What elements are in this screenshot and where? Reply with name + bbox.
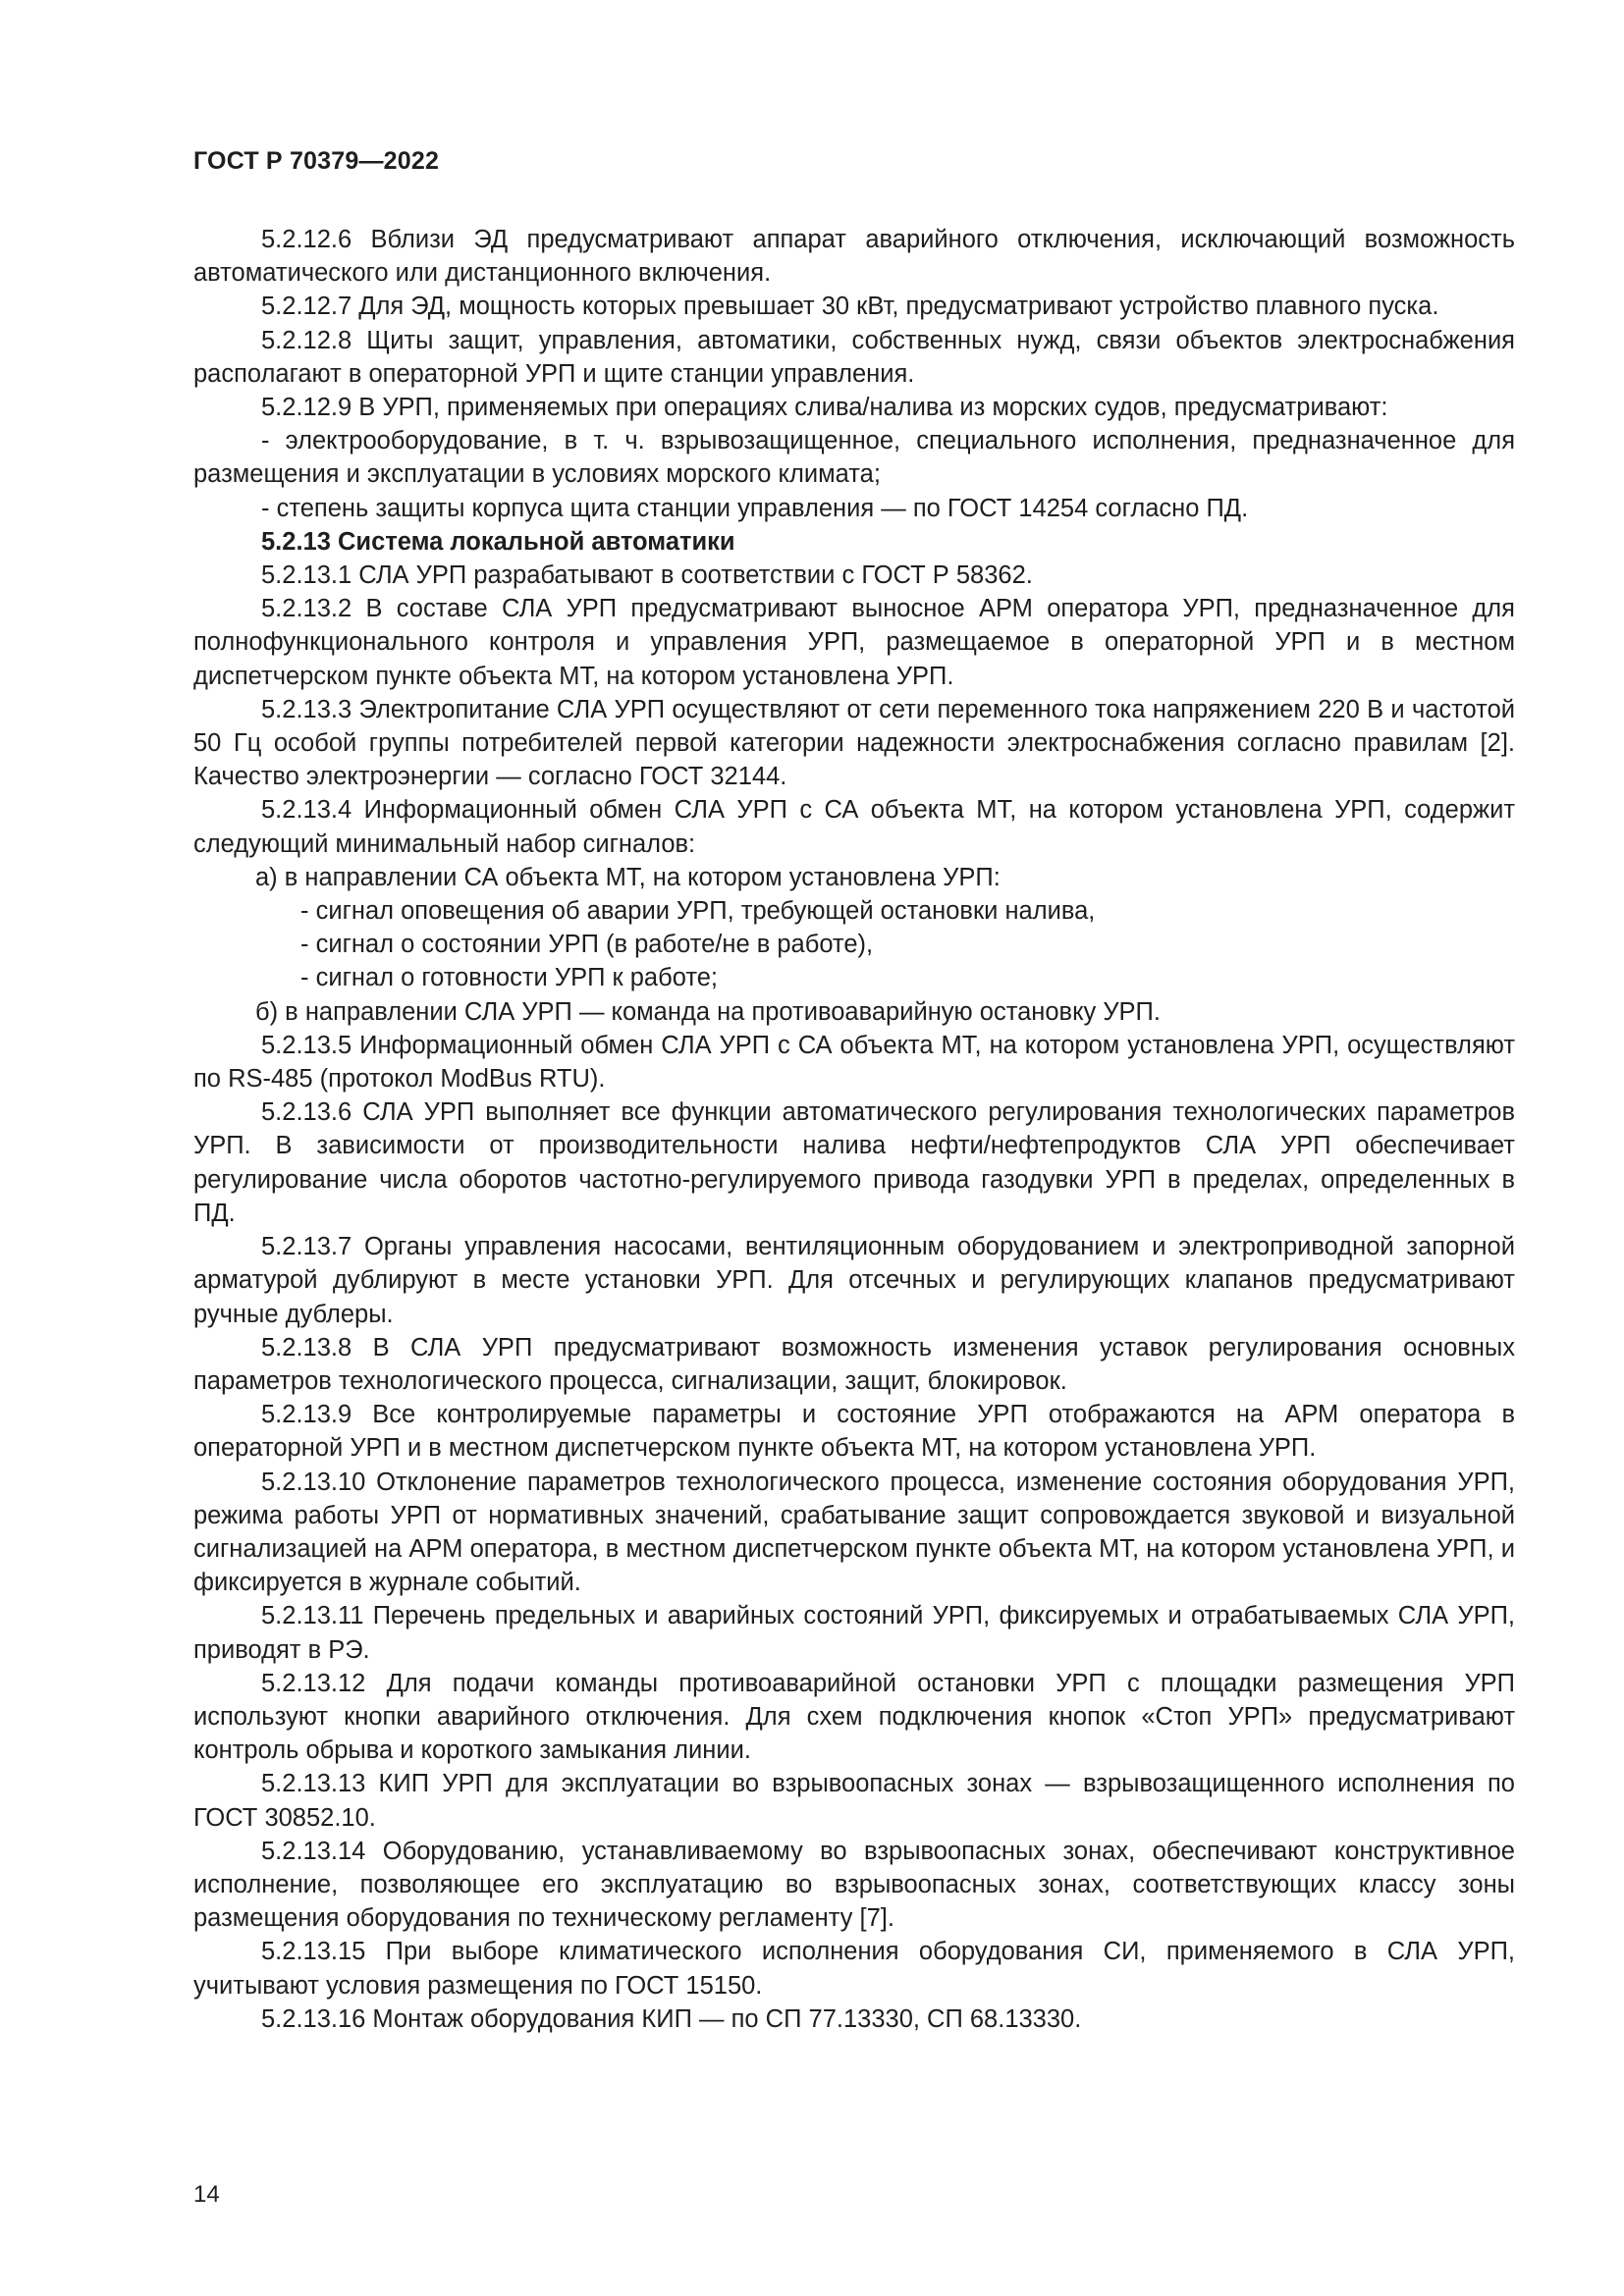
- list-subitem: - сигнал оповещения об аварии УРП, требующей остановки налива,: [300, 897, 1096, 926]
- document-header-title: ГОСТ Р 70379—2022: [193, 147, 440, 175]
- paragraph: 5.2.13.16 Монтаж оборудования КИП — по СП 77.13330, СП 68.13330.: [261, 2004, 1082, 2033]
- paragraph: 5.2.12.9 В УРП, применяемых при операциях слива/налива из морских судов, предусматривают:: [261, 394, 1388, 422]
- list-item: - степень защиты корпуса щита станции управления — по ГОСТ 14254 согласно ПД.: [261, 494, 1249, 522]
- paragraph: 5.2.13.2 В составе СЛА УРП предусматривают выносное АРМ оператора УРП, предназначенное для полнофункционального контроля и управления УРП, размещаемое в операторной УРП и в местном диспетчерском пункте объекта МТ, на котором установлена УРП.: [193, 595, 1515, 690]
- list-item: а) в направлении СА объекта МТ, на котором установлена УРП:: [255, 863, 1001, 891]
- paragraph: 5.2.13.13 КИП УРП для эксплуатации во взрывоопасных зонах — взрывозащищенного исполнения по ГОСТ 30852.10.: [193, 1770, 1515, 1832]
- paragraph: 5.2.13.12 Для подачи команды противоаварийной остановки УРП с площадки размещения УРП используют кнопки аварийного отключения. Для схем подключения кнопок «Стоп УРП» предусматривают контроль обрыва и короткого замыкания линии.: [193, 1669, 1515, 1765]
- paragraph: 5.2.13.10 Отклонение параметров технологического процесса, изменение состояния оборудования УРП, режима работы УРП от нормативных значений, срабатывание защит сопровождается звуковой и визуальной сигнализацией на АРМ оператора, в местном диспетчерском пункте объекта МТ, на котором установлена УРП, и фиксируется в журнале событий.: [193, 1468, 1515, 1597]
- paragraph: 5.2.13.14 Оборудованию, устанавливаемому во взрывоопасных зонах, обеспечивают конструктивное исполнение, позволяющее его эксплуатацию во взрывоопасных зонах, соответствующих классу зоны размещения оборудования по техническому регламенту [7].: [193, 1837, 1515, 1933]
- paragraph: 5.2.13.3 Электропитание СЛА УРП осуществляют от сети переменного тока напряжением 220 В и частотой 50 Гц особой группы потребителей первой категории надежности электроснабжения согласно правилам [2]. Качество электроэнергии — согласно ГОСТ 32144.: [193, 695, 1515, 791]
- paragraph: 5.2.12.7 Для ЭД, мощность которых превышает 30 кВт, предусматривают устройство плавного пуска.: [261, 293, 1439, 321]
- document-body: [193, 223, 1515, 2036]
- paragraph: 5.2.13.9 Все контролируемые параметры и состояние УРП отображаются на АРМ оператора в операторной УРП и в местном диспетчерском пункте объекта МТ, на котором установлена УРП.: [193, 1401, 1515, 1463]
- paragraph: 5.2.13.11 Перечень предельных и аварийных состояний УРП, фиксируемых и отрабатываемых СЛА УРП, приводят в РЭ.: [193, 1602, 1515, 1664]
- list-item: - электрооборудование, в т. ч. взрывозащищенное, специального исполнения, предназначенное для размещения и эксплуатации в условиях морского климата;: [193, 427, 1515, 489]
- page-number: 14: [193, 2181, 220, 2208]
- paragraph: 5.2.13.8 В СЛА УРП предусматривают возможность изменения уставок регулирования основных параметров технологического процесса, сигнализации, защит, блокировок.: [193, 1333, 1515, 1395]
- paragraph: 5.2.13.7 Органы управления насосами, вентиляционным оборудованием и электроприводной запорной арматурой дублируют в месте установки УРП. Для отсечных и регулирующих клапанов предусматривают ручные дублеры.: [193, 1233, 1515, 1328]
- paragraph: 5.2.13.6 СЛА УРП выполняет все функции автоматического регулирования технологических параметров УРП. В зависимости от производительности налива нефти/нефтепродуктов СЛА УРП обеспечивает регулирование числа оборотов частотно-регулируемого привода газодувки УРП в пределах, определенных в ПД.: [193, 1098, 1515, 1227]
- list-item: б) в направлении СЛА УРП — команда на противоаварийную остановку УРП.: [255, 997, 1161, 1026]
- section-heading: 5.2.13 Система локальной автоматики: [261, 527, 735, 556]
- paragraph: 5.2.13.5 Информационный обмен СЛА УРП с СА объекта МТ, на котором установлена УРП, осуществляют по RS-485 (протокол ModBus RTU).: [193, 1031, 1515, 1094]
- paragraph: 5.2.12.6 Вблизи ЭД предусматривают аппарат аварийного отключения, исключающий возможность автоматического или дистанционного включения.: [193, 226, 1515, 288]
- paragraph: 5.2.12.8 Щиты защит, управления, автоматики, собственных нужд, связи объектов электроснабжения располагают в операторной УРП и щите станции управления.: [193, 326, 1515, 388]
- paragraph: 5.2.13.1 СЛА УРП разрабатывают в соответствии с ГОСТ Р 58362.: [261, 561, 1033, 590]
- list-subitem: - сигнал о готовности УРП к работе;: [300, 964, 718, 992]
- paragraph: 5.2.13.4 Информационный обмен СЛА УРП с СА объекта МТ, на котором установлена УРП, содержит следующий минимальный набор сигналов:: [193, 796, 1515, 858]
- paragraph: 5.2.13.15 При выборе климатического исполнения оборудования СИ, применяемого в СЛА УРП, учитывают условия размещения по ГОСТ 15150.: [193, 1938, 1515, 2000]
- list-subitem: - сигнал о состоянии УРП (в работе/не в работе),: [300, 931, 874, 959]
